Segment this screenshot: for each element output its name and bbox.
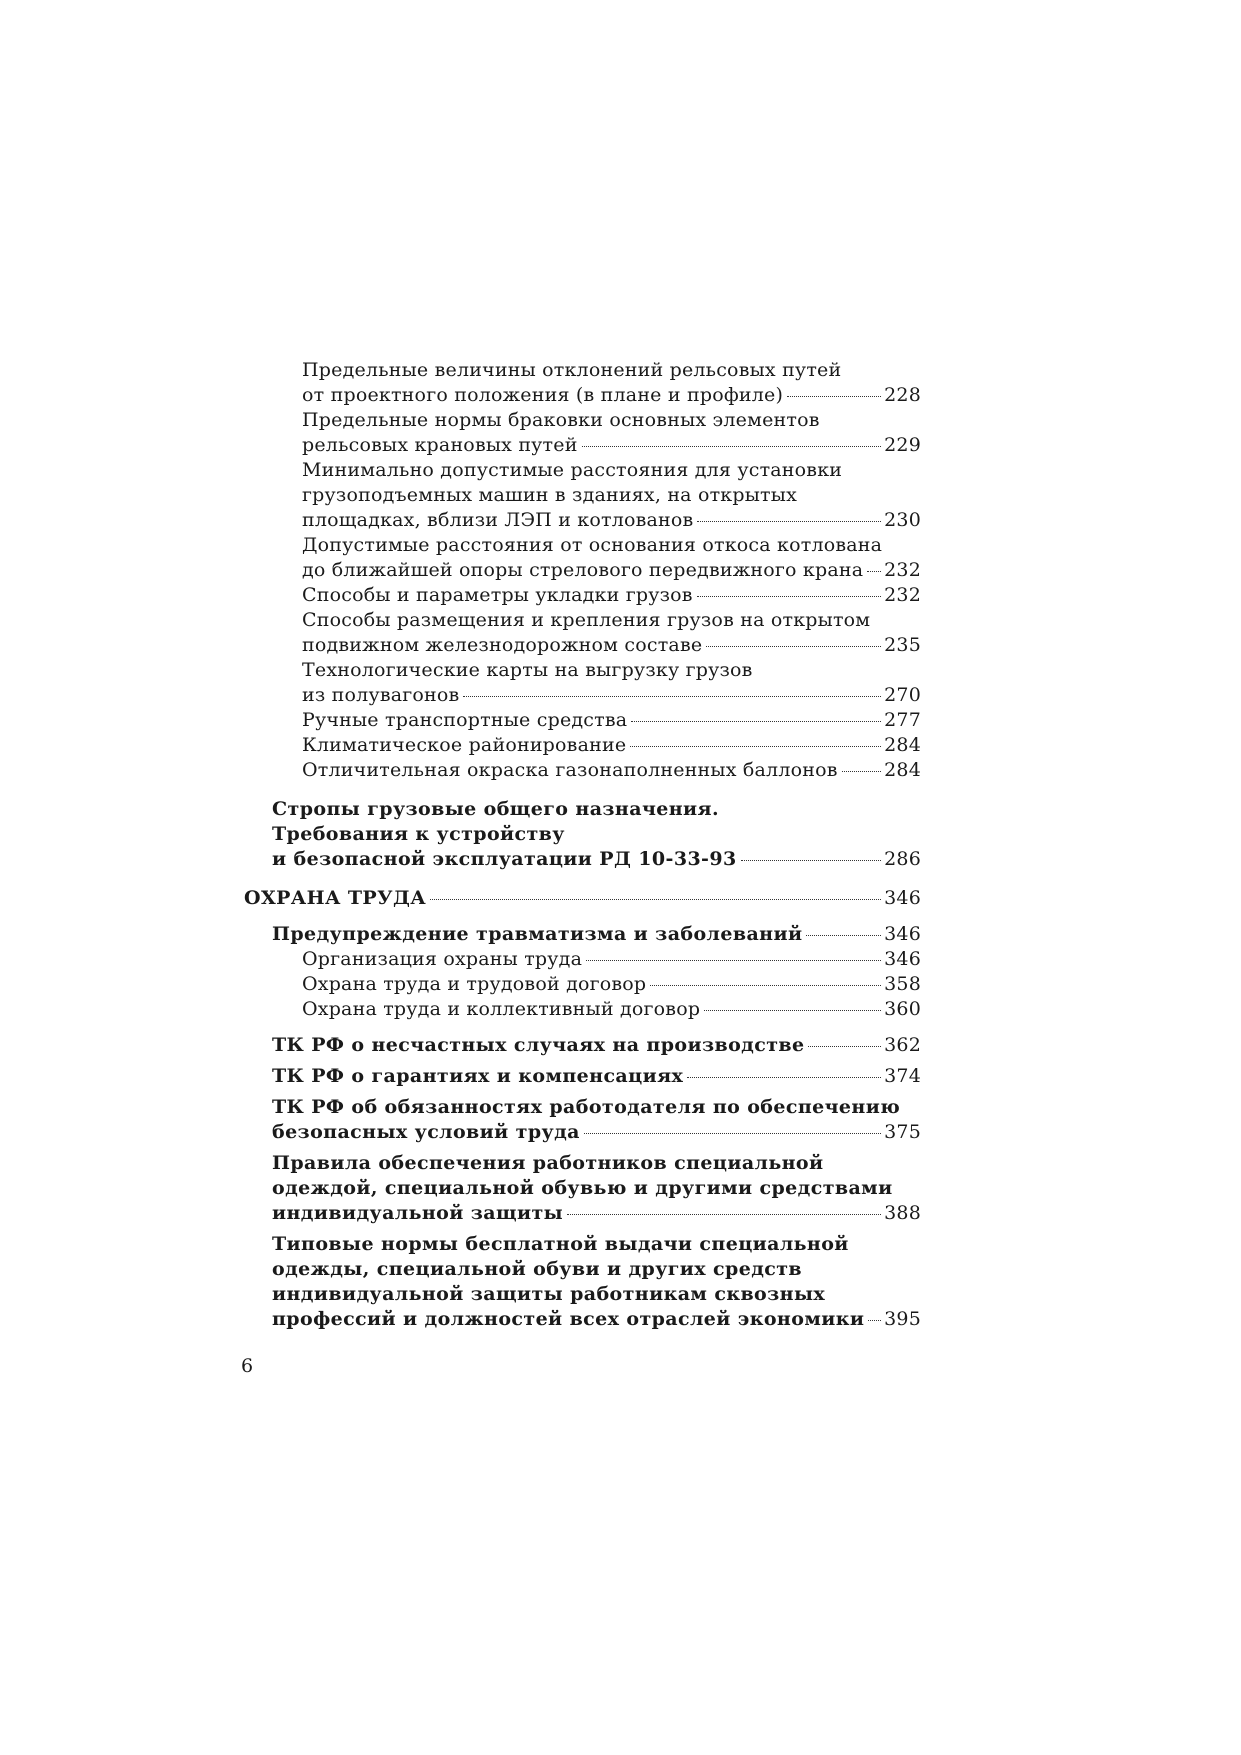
toc-entry-text: индивидуальной защиты работникам сквозных [272,1283,826,1305]
toc-entry [302,997,921,1022]
toc-page-number: 395 [884,1308,921,1330]
toc-entry-text: Предельные нормы браковки основных элементов [302,409,820,431]
dot-leader [567,1214,881,1215]
toc-entry-text: площадках, вблизи ЛЭП и котлованов [302,509,694,531]
toc-page-number: 270 [884,684,921,706]
toc-entry-text: безопасных условий труда [272,1121,580,1143]
toc-entry-text: рельсовых крановых путей [302,434,578,456]
dot-leader [430,899,881,900]
toc-entry-text: Способы и параметры укладки грузов [302,584,693,606]
toc-entry-text: Допустимые расстояния от основания откоса котлована [302,534,883,556]
dot-leader [463,696,881,697]
toc-section [272,1095,921,1145]
toc-page-number: 374 [884,1065,921,1087]
toc-entry [302,458,921,533]
dot-leader [787,396,881,397]
toc-page-number: 360 [884,998,921,1020]
toc-entry [302,608,921,658]
toc-entry-text: профессий и должностей всех отраслей экономики [272,1308,865,1330]
toc-chapter [244,886,921,911]
toc-entry-text: Отличительная окраска газонаполненных баллонов [302,759,838,781]
dot-leader [631,721,881,722]
dot-leader [586,960,881,961]
toc-entry-text: Типовые нормы бесплатной выдачи специальной [272,1233,849,1255]
dot-leader [706,646,881,647]
toc-page-number: 362 [884,1034,921,1056]
toc-entry-text: Способы размещения и крепления грузов на открытом [302,609,871,631]
toc-entry-text: Предельные величины отклонений рельсовых путей [302,359,842,381]
toc-page-number: 229 [884,434,921,456]
toc-section [272,797,921,872]
toc-entry-text: от проектного положения (в плане и профиле) [302,384,784,406]
toc-entry-text: до ближайшей опоры стрелового передвижного крана [302,559,864,581]
dot-leader [868,1320,881,1321]
dot-leader [741,860,882,861]
toc-section [272,1151,921,1226]
table-of-contents [244,358,921,1332]
toc-entry-text: Охрана труда и коллективный договор [302,998,701,1020]
toc-page-number: 232 [884,584,921,606]
toc-entry [302,583,921,608]
toc-chapter-title: ОХРАНА ТРУДА [244,887,427,909]
toc-page-number: 232 [884,559,921,581]
toc-entry [302,947,921,972]
dot-leader [806,935,881,936]
toc-entry-text: Требования к устройству [272,823,565,845]
toc-page-number: 230 [884,509,921,531]
toc-entry-text: Организация охраны труда [302,948,583,970]
toc-page-number: 284 [884,734,921,756]
dot-leader [808,1046,881,1047]
toc-page-number: 358 [884,973,921,995]
toc-page-number: 228 [884,384,921,406]
toc-entry-text: одежды, специальной обуви и других средств [272,1258,802,1280]
dot-leader [650,985,881,986]
toc-entry-text: подвижном железнодорожном составе [302,634,703,656]
toc-section [272,1232,921,1332]
toc-page-number: 284 [884,759,921,781]
toc-page-number: 388 [884,1202,921,1224]
page-number: 6 [241,1355,254,1377]
toc-page-number: 375 [884,1121,921,1143]
dot-leader [584,1133,881,1134]
toc-page-number: 277 [884,709,921,731]
toc-entry-text: Охрана труда и трудовой договор [302,973,647,995]
dot-leader [842,771,882,772]
toc-page-number: 346 [884,948,921,970]
dot-leader [582,446,882,447]
toc-section [272,922,921,947]
toc-entry [302,408,921,458]
toc-entry-text: Правила обеспечения работников специальной [272,1152,824,1174]
toc-page-number: 235 [884,634,921,656]
toc-entry-text: Минимально допустимые расстояния для установки [302,459,843,481]
toc-entry-text: индивидуальной защиты [272,1202,564,1224]
toc-entry-text: ТК РФ об обязанностях работодателя по обеспечению [272,1096,901,1118]
toc-entry-text: Стропы грузовые общего назначения. [272,798,719,820]
toc-page-number: 286 [884,848,921,870]
dot-leader [704,1010,881,1011]
toc-entry-text: из полувагонов [302,684,460,706]
toc-page-number: 346 [884,923,921,945]
toc-entry-text: грузоподъемных машин в зданиях, на открытых [302,484,798,506]
toc-page-number: 346 [884,887,921,909]
toc-entry-text: ТК РФ о несчастных случаях на производстве [272,1034,805,1056]
toc-entry [302,358,921,408]
toc-entry-text: Предупреждение травматизма и заболеваний [272,923,803,945]
dot-leader [687,1077,881,1078]
dot-leader [630,746,881,747]
dot-leader [697,596,881,597]
toc-entry-text: ТК РФ о гарантиях и компенсациях [272,1065,684,1087]
toc-entry [302,708,921,733]
toc-section [272,1033,921,1058]
toc-entry-text: Ручные транспортные средства [302,709,628,731]
dot-leader [697,521,881,522]
toc-entry [302,658,921,708]
toc-entry-text: Климатическое районирование [302,734,627,756]
toc-entry-text: Технологические карты на выгрузку грузов [302,659,753,681]
toc-section [272,1064,921,1089]
toc-entry [302,533,921,583]
dot-leader [867,571,881,572]
toc-entry [302,758,921,783]
toc-entry-text: одеждой, специальной обувью и другими средствами [272,1177,893,1199]
toc-entry [302,733,921,758]
toc-entry-text: и безопасной эксплуатации РД 10-33-93 [272,848,737,870]
toc-entry [302,972,921,997]
